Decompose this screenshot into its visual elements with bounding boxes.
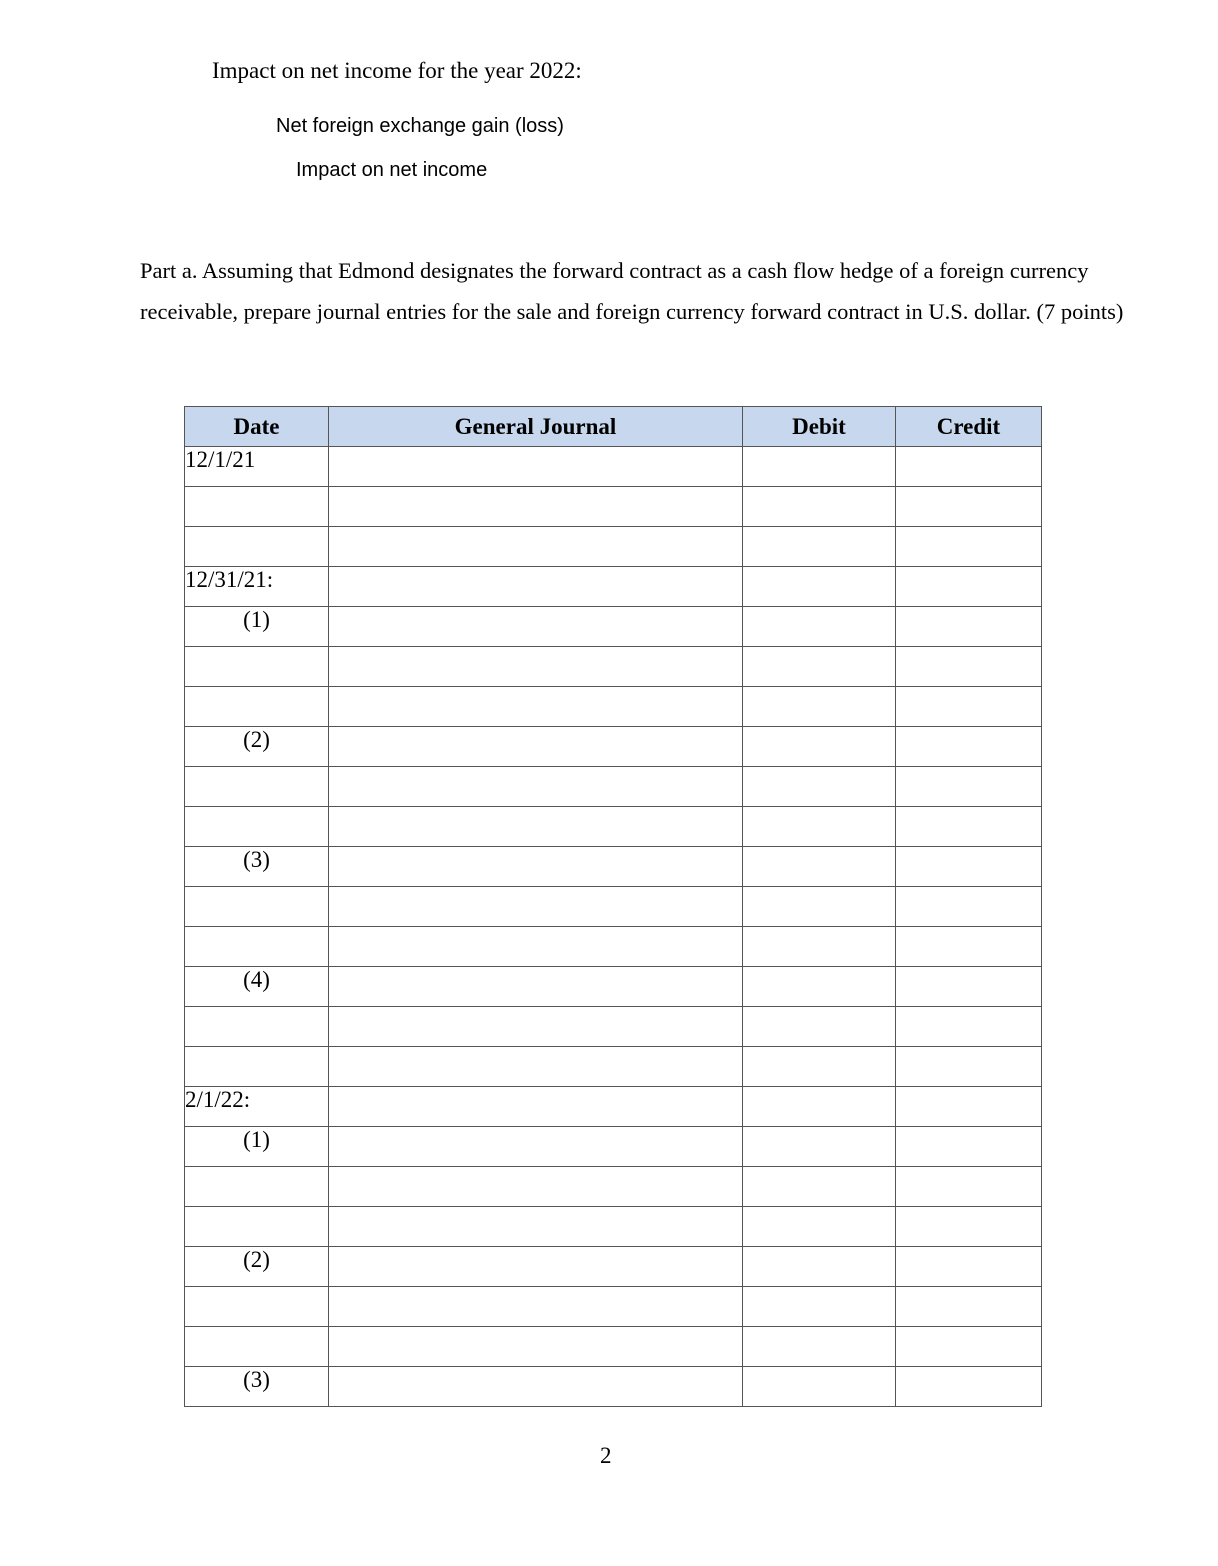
table-row	[185, 847, 1042, 887]
general-journal-table	[184, 406, 1042, 1407]
credit-cell[interactable]	[896, 807, 1042, 847]
credit-cell[interactable]	[896, 1127, 1042, 1167]
debit-cell[interactable]	[743, 687, 896, 727]
table-row	[185, 607, 1042, 647]
debit-cell[interactable]	[743, 647, 896, 687]
journal-entry-cell[interactable]	[329, 607, 743, 647]
date-cell	[185, 767, 329, 807]
debit-cell[interactable]	[743, 1167, 896, 1207]
debit-cell[interactable]	[743, 927, 896, 967]
journal-entry-cell[interactable]	[329, 1367, 743, 1407]
table-row	[185, 887, 1042, 927]
credit-cell[interactable]	[896, 1327, 1042, 1367]
journal-entry-cell[interactable]	[329, 447, 743, 487]
credit-cell[interactable]	[896, 847, 1042, 887]
table-row	[185, 1287, 1042, 1327]
section-heading: Impact on net income for the year 2022:	[212, 58, 582, 83]
date-cell: (1)	[185, 1127, 329, 1167]
table-row	[185, 767, 1042, 807]
journal-entry-cell[interactable]	[329, 1087, 743, 1127]
date-cell	[185, 807, 329, 847]
credit-cell[interactable]	[896, 1087, 1042, 1127]
header-credit: Credit	[896, 407, 1042, 447]
credit-cell[interactable]	[896, 527, 1042, 567]
date-cell	[185, 527, 329, 567]
debit-cell[interactable]	[743, 1047, 896, 1087]
table-row	[185, 487, 1042, 527]
debit-cell[interactable]	[743, 1287, 896, 1327]
credit-cell[interactable]	[896, 927, 1042, 967]
journal-entry-cell[interactable]	[329, 927, 743, 967]
date-cell	[185, 487, 329, 527]
table-row	[185, 1367, 1042, 1407]
impact-net-income-label: Impact on net income	[296, 159, 488, 181]
journal-entry-cell[interactable]	[329, 567, 743, 607]
journal-entry-cell[interactable]	[329, 1127, 743, 1167]
journal-entry-cell[interactable]	[329, 1327, 743, 1367]
credit-cell[interactable]	[896, 967, 1042, 1007]
header-date: Date	[185, 407, 329, 447]
table-row	[185, 527, 1042, 567]
journal-body	[185, 447, 1042, 1407]
debit-cell[interactable]	[743, 1327, 896, 1367]
debit-cell[interactable]	[743, 887, 896, 927]
debit-cell[interactable]	[743, 1127, 896, 1167]
date-cell: 12/1/21	[185, 447, 329, 487]
journal-entry-cell[interactable]	[329, 647, 743, 687]
date-cell	[185, 1207, 329, 1247]
date-cell	[185, 1007, 329, 1047]
table-row	[185, 647, 1042, 687]
date-cell: (3)	[185, 1367, 329, 1407]
debit-cell[interactable]	[743, 727, 896, 767]
date-cell	[185, 1287, 329, 1327]
date-cell	[185, 1167, 329, 1207]
debit-cell[interactable]	[743, 487, 896, 527]
date-cell: 2/1/22:	[185, 1087, 329, 1127]
debit-cell[interactable]	[743, 567, 896, 607]
journal-entry-cell[interactable]	[329, 1207, 743, 1247]
credit-cell[interactable]	[896, 567, 1042, 607]
credit-cell[interactable]	[896, 1207, 1042, 1247]
date-cell: (1)	[185, 607, 329, 647]
credit-cell[interactable]	[896, 687, 1042, 727]
table-row	[185, 1327, 1042, 1367]
date-cell	[185, 927, 329, 967]
date-cell: (3)	[185, 847, 329, 887]
table-row	[185, 927, 1042, 967]
date-cell	[185, 887, 329, 927]
date-cell: (4)	[185, 967, 329, 1007]
journal-entry-cell[interactable]	[329, 527, 743, 567]
date-cell: (2)	[185, 727, 329, 767]
credit-cell[interactable]	[896, 1007, 1042, 1047]
journal-entry-cell[interactable]	[329, 727, 743, 767]
net-fx-gain-loss-label: Net foreign exchange gain (loss)	[276, 115, 564, 137]
debit-cell[interactable]	[743, 1207, 896, 1247]
date-cell	[185, 1327, 329, 1367]
credit-cell[interactable]	[896, 487, 1042, 527]
credit-cell[interactable]	[896, 1367, 1042, 1407]
table-row	[185, 1007, 1042, 1047]
journal-entry-cell[interactable]	[329, 487, 743, 527]
debit-cell[interactable]	[743, 1247, 896, 1287]
debit-cell[interactable]	[743, 847, 896, 887]
journal-entry-cell[interactable]	[329, 967, 743, 1007]
table-row	[185, 1127, 1042, 1167]
table-row	[185, 1047, 1042, 1087]
part-a-instructions: Part a. Assuming that Edmond designates the forward contract as a cash flow hedge of a foreign currency receivable, prepare journal entries for the sale and foreign currency forward contract in U.S. dollar. (7 points)	[140, 258, 1124, 324]
journal-entry-cell[interactable]	[329, 807, 743, 847]
credit-cell[interactable]	[896, 607, 1042, 647]
table-row	[185, 967, 1042, 1007]
date-cell	[185, 1047, 329, 1087]
debit-cell[interactable]	[743, 807, 896, 847]
page-number: 2	[600, 1443, 612, 1468]
table-row	[185, 1167, 1042, 1207]
table-row	[185, 1207, 1042, 1247]
header-general-journal: General Journal	[329, 407, 743, 447]
credit-cell[interactable]	[896, 1287, 1042, 1327]
debit-cell[interactable]	[743, 1087, 896, 1127]
debit-cell[interactable]	[743, 607, 896, 647]
journal-entry-cell[interactable]	[329, 687, 743, 727]
journal-header-row	[185, 407, 1042, 447]
journal-entry-cell[interactable]	[329, 1247, 743, 1287]
table-row	[185, 1247, 1042, 1287]
header-debit: Debit	[743, 407, 896, 447]
journal-entry-cell[interactable]	[329, 1047, 743, 1087]
journal-entry-cell[interactable]	[329, 767, 743, 807]
credit-cell[interactable]	[896, 1167, 1042, 1207]
credit-cell[interactable]	[896, 1047, 1042, 1087]
journal-entry-cell[interactable]	[329, 1167, 743, 1207]
date-cell	[185, 687, 329, 727]
table-row	[185, 807, 1042, 847]
debit-cell[interactable]	[743, 767, 896, 807]
journal-entry-cell[interactable]	[329, 1007, 743, 1047]
debit-cell[interactable]	[743, 967, 896, 1007]
table-row	[185, 687, 1042, 727]
date-cell: (2)	[185, 1247, 329, 1287]
table-row	[185, 567, 1042, 607]
date-cell: 12/31/21:	[185, 567, 329, 607]
credit-cell[interactable]	[896, 447, 1042, 487]
debit-cell[interactable]	[743, 1007, 896, 1047]
credit-cell[interactable]	[896, 767, 1042, 807]
credit-cell[interactable]	[896, 887, 1042, 927]
debit-cell[interactable]	[743, 447, 896, 487]
debit-cell[interactable]	[743, 527, 896, 567]
journal-entry-cell[interactable]	[329, 887, 743, 927]
credit-cell[interactable]	[896, 647, 1042, 687]
journal-entry-cell[interactable]	[329, 1287, 743, 1327]
debit-cell[interactable]	[743, 1367, 896, 1407]
credit-cell[interactable]	[896, 1247, 1042, 1287]
table-row	[185, 727, 1042, 767]
date-cell	[185, 647, 329, 687]
table-row	[185, 1087, 1042, 1127]
table-row	[185, 447, 1042, 487]
credit-cell[interactable]	[896, 727, 1042, 767]
journal-entry-cell[interactable]	[329, 847, 743, 887]
